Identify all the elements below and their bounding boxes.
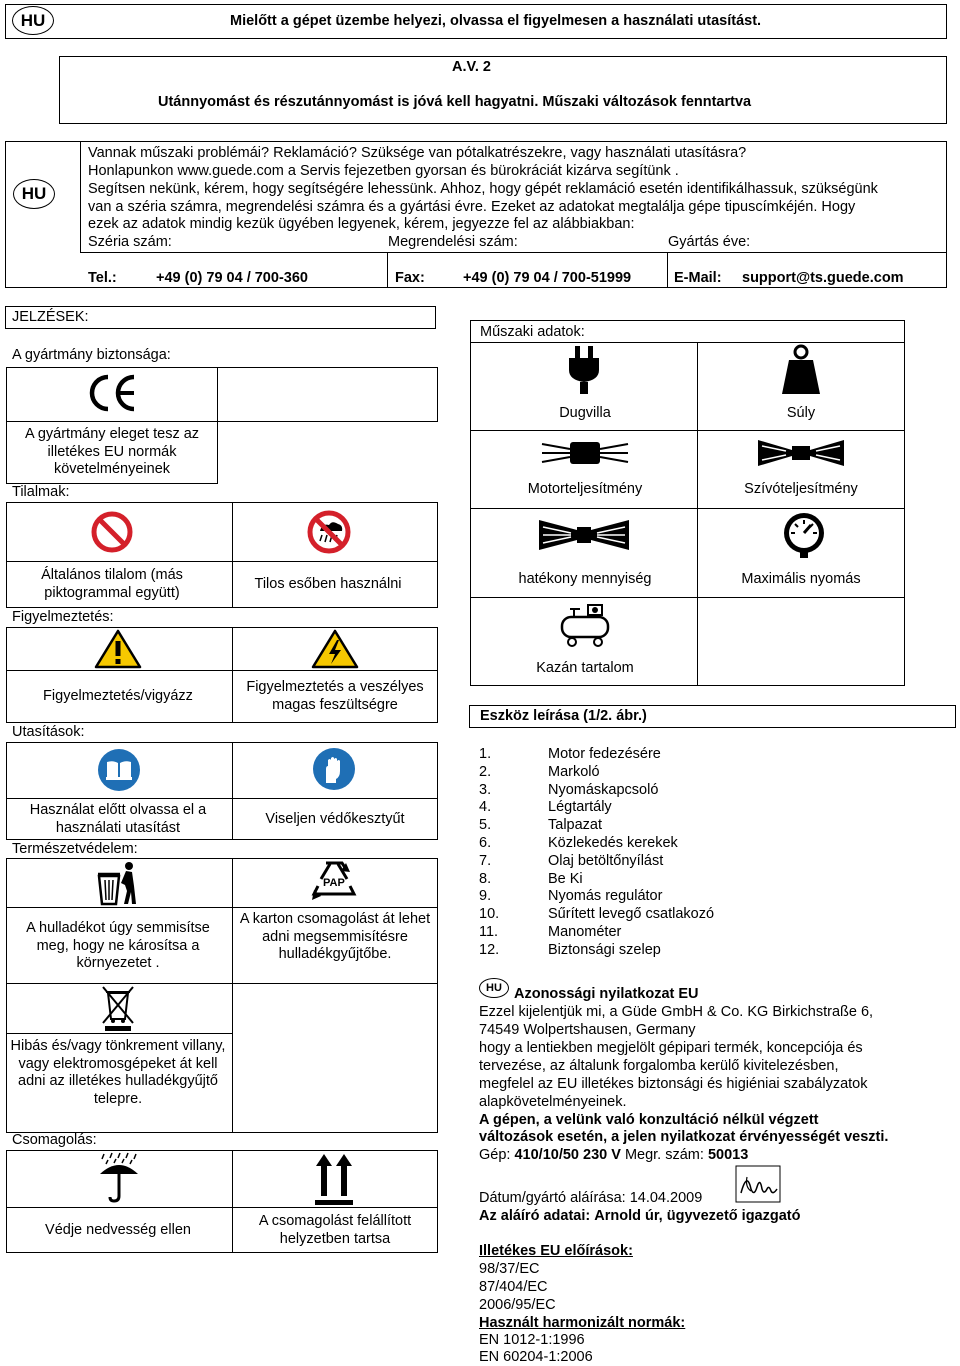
list-item-text: Nyomáskapcsoló xyxy=(548,781,659,798)
motor-label: Motorteljesítmény xyxy=(527,481,643,497)
weee-row-divider xyxy=(6,1033,233,1034)
env1-label: A hulladékot úgy semmisítse meg, hogy ne károsítsa a környezetet . xyxy=(26,920,210,971)
ban-heading: Tilalmak: xyxy=(12,484,70,500)
version-box xyxy=(59,56,947,124)
warning-triangle-icon xyxy=(94,629,142,669)
effective-volume-icon xyxy=(537,518,631,552)
ban1-label: Általános tilalom (más piktogrammal együtt) xyxy=(41,567,183,601)
norm-item: EN 60204-1:2006 xyxy=(479,1349,593,1365)
prohibition-icon xyxy=(90,510,134,554)
pack-row-divider xyxy=(6,1207,438,1208)
service-line-1: Vannak műszaki problémái? Reklamáció? Szüksége van pótalkatrészekre, vagy használati utasításra? xyxy=(88,145,747,161)
list-item: 9. xyxy=(479,888,492,905)
list-item: 12. xyxy=(479,941,500,958)
warning-heading: Figyelmeztetés: xyxy=(12,609,114,625)
declaration-lang-badge: HU xyxy=(479,978,509,998)
declaration-line-2: 74549 Wolpertshausen, Germany xyxy=(479,1022,696,1038)
weee-empty-cell xyxy=(232,983,438,1133)
ce-mark-icon xyxy=(84,373,140,413)
machine-value: 410/10/50 230 V xyxy=(514,1147,621,1163)
list-item-text: Motor fedezésére xyxy=(548,746,661,762)
warn1-label: Figyelmeztetés/vigyázz xyxy=(43,688,193,704)
declaration-line-6: alapkövetelményeinek. xyxy=(479,1094,627,1110)
litter-bin-icon xyxy=(96,860,142,906)
warn2-label: Figyelmeztetés a veszélyes magas feszültségre xyxy=(246,679,424,713)
tank-label: Kazán tartalom xyxy=(536,660,634,676)
tech-title: Műszaki adatok: xyxy=(480,324,585,340)
plug-icon xyxy=(564,344,604,396)
eu-regulation-item: 2006/95/EC xyxy=(479,1297,556,1313)
service-line-5: ezek az adatok mindig kezük ügyében legyenek, kérem, jegyezze fel az alábbiakban: xyxy=(88,216,635,232)
list-item-text: Sűrített levegő csatlakozó xyxy=(548,906,715,923)
list-item: 3. xyxy=(479,781,492,798)
service-divider-fax xyxy=(667,252,668,288)
pressure-gauge-icon xyxy=(780,511,828,559)
declaration-line-3: hogy a lentiekben megjelölt gépipari termék, koncepciója és xyxy=(479,1040,863,1056)
signs-title: JELZÉSEK: xyxy=(12,309,89,325)
suction-label: Szívóteljesítmény xyxy=(744,481,858,497)
header-lang-badge: HU xyxy=(12,6,54,35)
order-number-label: Megrendelési szám: xyxy=(388,234,518,250)
list-item-text: Légtartály xyxy=(548,799,612,816)
list-item: 2. xyxy=(479,763,492,780)
service-line-3: Segítsen nekünk, kérem, hogy segítségére lehessünk. Ahhoz, hogy gépét reklamáció esetén identifikálhassuk, szükségünk xyxy=(88,181,878,197)
harmonized-norms-heading: Használt harmonizált normák: xyxy=(479,1315,686,1331)
machine-line xyxy=(479,1147,748,1164)
pack2-label: A csomagolást felállított helyzetben tartsa xyxy=(258,1213,412,1247)
gloves-icon xyxy=(312,747,356,791)
list-item-text: Markoló xyxy=(548,763,600,780)
packaging-heading: Csomagolás: xyxy=(12,1132,97,1148)
eu-regulations-heading: Illetékes EU előírások: xyxy=(479,1243,633,1259)
no-rain-icon xyxy=(306,509,352,555)
ban-row-divider xyxy=(6,561,438,562)
eu-regulation-item: 98/37/EC xyxy=(479,1261,540,1277)
list-item: 6. xyxy=(479,835,492,851)
copyright-notice: Utánnyomást és részutánnyomást is jóvá kell hagyatni. Műszaki változások fenntartva xyxy=(158,94,752,110)
pressure-label: Maximális nyomás xyxy=(741,571,861,587)
header-title: Mielőtt a gépet üzembe helyezi, olvassa el figyelmesen a használati utasítást. xyxy=(230,13,762,29)
keep-dry-icon xyxy=(96,1152,142,1204)
email-label: E-Mail: xyxy=(674,270,722,286)
safety-heading: A gyártmány biztonsága: xyxy=(12,347,171,363)
env2-label: A karton csomagolást át lehet adni megsemmisítésre hulladékgyűjtőbe. xyxy=(239,911,431,962)
instr-row-divider xyxy=(6,798,438,799)
tech-grid-vertical xyxy=(697,342,698,686)
service-line-2: Honlapunkon www.guede.com a Servis fejezetben gyorsan és bürokráciát kizárva segítünk . xyxy=(88,163,679,179)
weight-icon xyxy=(780,344,822,396)
tech-grid-h1 xyxy=(470,430,905,431)
instr1-label: Használat előtt olvassa el a használati utasítást xyxy=(29,802,207,836)
signature-image xyxy=(733,1163,783,1205)
declaration-line-1: Ezzel kijelentjük mi, a Güde GmbH & Co. KG Birkichstraße 6, xyxy=(479,1004,874,1020)
list-item-text: Biztonsági szelep xyxy=(548,941,661,958)
order-value: 50013 xyxy=(707,1147,749,1163)
serial-label: Széria szám: xyxy=(88,234,172,250)
norm-item: EN 1012-1:1996 xyxy=(479,1332,585,1348)
ce-label: A gyártmány eleget tesz az illetékes EU normák követelményeinek xyxy=(24,426,200,477)
list-item-text: Közlekedés kerekek xyxy=(548,835,678,851)
service-divider-tel xyxy=(387,252,388,288)
machine-label: Gép: xyxy=(479,1147,511,1163)
tech-grid-h3 xyxy=(470,597,905,598)
tech-grid-h2 xyxy=(470,508,905,509)
this-side-up-icon xyxy=(313,1152,355,1206)
motor-power-icon xyxy=(540,436,630,470)
recycle-pap-icon xyxy=(310,860,358,904)
effective-volume-label: hatékony mennyiség xyxy=(518,571,652,587)
list-item: 8. xyxy=(479,870,492,887)
list-item: 7. xyxy=(479,852,492,869)
service-divider-vertical xyxy=(80,141,81,252)
high-voltage-icon xyxy=(311,629,359,669)
read-manual-icon xyxy=(97,748,141,792)
description-list xyxy=(479,746,919,962)
list-item-text: Be Ki xyxy=(548,870,583,887)
service-lang-badge: HU xyxy=(13,179,55,209)
service-line-4: van a széria számra, megrendelési számra és a gyártási évre. Ezeket az adatokat megtalálja gépe tipuscímkéjén. Hogy xyxy=(88,199,856,215)
tech-grid xyxy=(470,342,905,686)
ce-empty-cell xyxy=(217,367,438,422)
signer-label: Az aláíró adatai: xyxy=(479,1208,591,1224)
fax-value: +49 (0) 79 04 / 700-51999 xyxy=(463,270,632,286)
service-divider-horizontal xyxy=(80,252,947,253)
tank-capacity-icon xyxy=(558,601,612,647)
pack1-label: Védje nedvesség ellen xyxy=(45,1222,191,1238)
weee-label: Hibás és/vagy tönkrement villany, vagy elektromosgépeket át kell adni az illetékes hulladékgyűjtő telepre. xyxy=(10,1038,226,1107)
version-number: A.V. 2 xyxy=(452,59,491,75)
list-item: 11. xyxy=(479,924,499,940)
instr2-label: Viseljen védőkesztyűt xyxy=(265,811,405,827)
tel-label: Tel.: xyxy=(88,270,117,286)
email-value: support@ts.guede.com xyxy=(742,270,904,286)
declaration-warning-1: A gépen, a velünk való konzultáció nélkül végzett xyxy=(479,1112,819,1128)
tel-value: +49 (0) 79 04 / 700-360 xyxy=(156,270,308,286)
weee-bin-icon xyxy=(99,985,137,1031)
list-item: 1. xyxy=(479,746,492,762)
signer-value: Arnold úr, ügyvezető igazgató xyxy=(594,1208,801,1224)
declaration-line-5: megfelel az EU illetékes biztonsági és higiéniai szabályzatok xyxy=(479,1076,868,1092)
list-item-text: Talpazat xyxy=(548,817,603,834)
production-year-label: Gyártás éve: xyxy=(668,234,751,250)
environment-heading: Természetvédelem: xyxy=(12,841,138,857)
declaration-warning-2: változások esetén, a jelen nyilatkozat érvényességét veszti. xyxy=(479,1129,889,1145)
list-item: 4. xyxy=(479,799,492,816)
warn-row-divider xyxy=(6,670,438,671)
list-item-text: Olaj betöltőnyílást xyxy=(548,852,664,869)
declaration-title: Azonossági nyilatkozat EU xyxy=(514,986,699,1002)
description-title: Eszköz leírása (1/2. ábr.) xyxy=(480,708,647,724)
declaration-line-4: tervezése, az általunk forgalomba kerülő kivitelezésben, xyxy=(479,1058,839,1074)
plug-label: Dugvilla xyxy=(559,405,611,421)
weight-label: Súly xyxy=(786,405,816,421)
pap-text: PAP xyxy=(323,877,345,889)
signature-date: Dátum/gyártó aláírása: 14.04.2009 xyxy=(479,1190,703,1206)
list-item: 5. xyxy=(479,817,492,834)
order-label: Megr. szám: xyxy=(624,1147,704,1163)
fax-label: Fax: xyxy=(395,270,425,286)
list-item-text: Nyomás regulátor xyxy=(548,888,663,905)
list-item: 10. xyxy=(479,906,500,923)
list-item-text: Manométer xyxy=(548,924,622,940)
eu-regulation-item: 87/404/EC xyxy=(479,1279,548,1295)
env-row-divider xyxy=(6,907,438,908)
suction-power-icon xyxy=(756,436,846,470)
ban2-label: Tilos esőben használni xyxy=(254,576,402,592)
ce-row-divider xyxy=(6,421,218,422)
instructions-heading: Utasítások: xyxy=(12,724,85,740)
signer-line xyxy=(479,1208,800,1225)
